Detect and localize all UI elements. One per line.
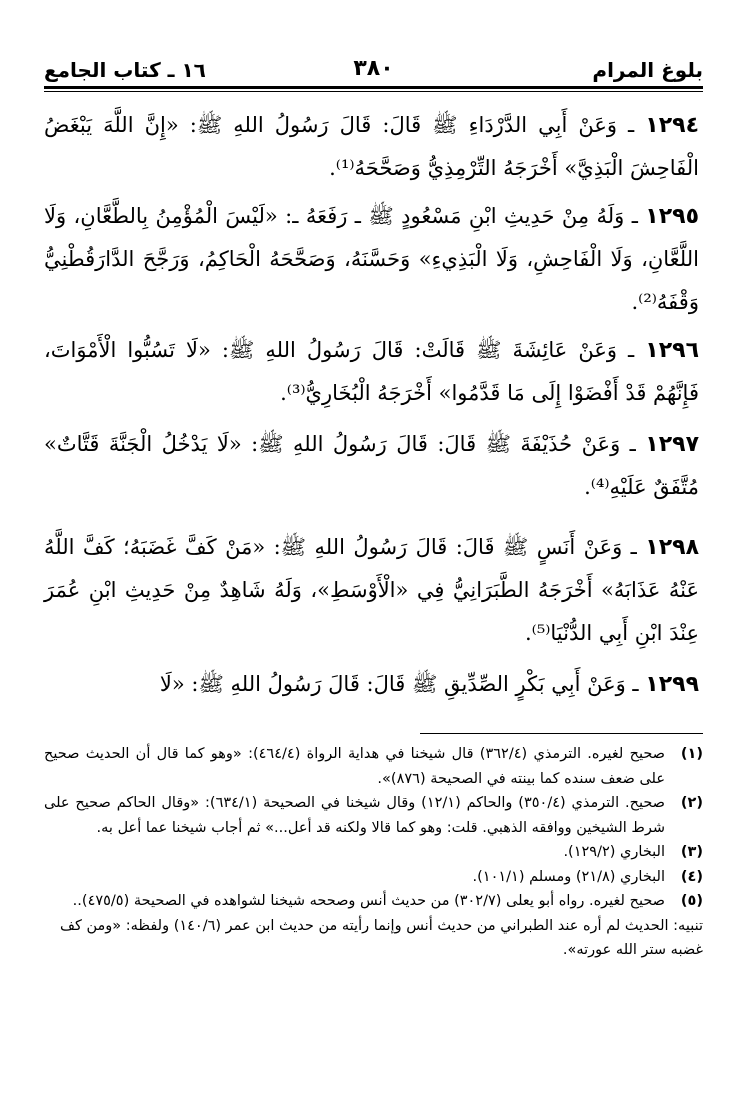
page-header — [44, 54, 703, 88]
hadith-paragraph — [44, 663, 699, 706]
header-rule — [44, 86, 703, 89]
footnote-text: صحيح. الترمذي (٣٥٠/٤) والحاكم (١٢/١) وقال شيخنا في الصحيحة (٦٣٤/١): «وقال الحاكم صحيح على شرط الشيخين ووافقه الذهبي. قلت: وهو كما قالا ولكنه قد أعل...» ثم أجاب شيخنا عما أعل به. — [44, 795, 665, 836]
hadith-paragraph — [44, 195, 699, 324]
footnote-text: صحيح لغيره. رواه أبو يعلى (٣٠٢/٧) من حديث أنس وصححه شيخنا لشواهده في الصحيحة (٤٧٥/٥).. — [72, 893, 665, 909]
hadith-number: ١٢٩٥ — [645, 204, 699, 229]
footnote-text: البخاري (٢١/٨) ومسلم (١٠١/١). — [472, 868, 665, 885]
hadith-number: ١٢٩٦ — [645, 338, 699, 363]
hadith-text: ـ وَلَهُ مِنْ حَدِيثِ ابْنِ مَسْعُودٍ ﷺ ـ رَفَعَهُ ـ: «لَيْسَ الْمُؤْمِنُ بِالطَّعَّانِ، وَلَا اللَّعَّانِ، وَلَا الْفَاحِشِ، وَلَا الْبَذِيءِ» وَحَسَّنَهُ، وَصَحَّحَهُ الْحَاكِمُ، وَرَجَّحَ الدَّارَقُطْنِيُّ وَقْفَهُ⁽²⁾. — [44, 204, 699, 314]
footnote-text: البخاري (١٢٩/٢). — [563, 844, 665, 860]
hadith-paragraph — [44, 423, 699, 509]
footnote-text: صحيح لغيره. الترمذي (٣٦٢/٤) قال شيخنا في هداية الرواة (٤٦٤/٤): «وهو كما قال أن الحديث صحيح على ضعف سنده كما بينته في الصحيحة (٨٧٦)». — [44, 746, 665, 787]
hadith-text: ـ وَعَنْ أَنَسٍ ﷺ قَالَ: قَالَ رَسُولُ اللهِ ﷺ: «مَنْ كَفَّ غَضَبَهُ؛ كَفَّ اللَّهُ عَنْهُ عَذَابَهُ» أَخْرَجَهُ الطَّبَرَانِيُّ فِي «الْأَوْسَطِ»، وَلَهُ شَاهِدٌ مِنْ حَدِيثِ ابْنِ عُمَرَ عِنْدَ ابْنِ أَبِي الدُّنْيَا⁽⁵⁾. — [44, 535, 699, 645]
book-title: بلوغ المرام — [592, 58, 703, 82]
page-number: ٣٨٠ — [353, 56, 394, 81]
footnotes — [44, 742, 703, 963]
footnote-mark: (٣) — [680, 844, 703, 860]
hadith-number: ١٢٩٧ — [645, 432, 699, 457]
hadith-text: ـ وَعَنْ أَبِي بَكْرٍ الصِّدِّيقِ ﷺ قَالَ: قَالَ رَسُولُ اللهِ ﷺ: «لَا — [159, 672, 639, 696]
footnote-mark: (٢) — [680, 795, 703, 811]
hadith-paragraph — [44, 329, 699, 415]
header-rule-thin — [44, 91, 703, 92]
footnote — [44, 742, 703, 791]
chapter-title: ١٦ ـ كتاب الجامع — [44, 58, 206, 82]
hadith-paragraph — [44, 526, 699, 655]
footnote-mark: (٥) — [680, 893, 703, 909]
hadith-text: ـ وَعَنْ أَبِي الدَّرْدَاءِ ﷺ قَالَ: قَالَ رَسُولُ اللهِ ﷺ: «إِنَّ اللَّهَ يَبْغَضُ الْفَاحِشَ الْبَذِيَّ» أَخْرَجَهُ التِّرْمِذِيُّ وَصَحَّحَهُ⁽¹⁾. — [44, 113, 699, 180]
hadith-text: ـ وَعَنْ حُذَيْفَةَ ﷺ قَالَ: قَالَ رَسُولُ اللهِ ﷺ: «لَا يَدْخُلُ الْجَنَّةَ قَتَّاتٌ» مُتَّفَقٌ عَلَيْهِ⁽⁴⁾. — [44, 432, 699, 499]
hadith-number: ١٢٩٤ — [645, 113, 699, 138]
hadith-number: ١٢٩٩ — [645, 672, 699, 697]
hadith-number: ١٢٩٨ — [645, 535, 699, 560]
footnote — [44, 840, 703, 865]
footnote-mark: (٤) — [680, 868, 703, 885]
footnote — [44, 865, 703, 890]
hadith-text: ـ وَعَنْ عَائِشَةَ ﷺ قَالَتْ: قَالَ رَسُولُ اللهِ ﷺ: «لَا تَسُبُّوا الْأَمْوَاتَ، فَإِنَّهُمْ قَدْ أَفْضَوْا إِلَى مَا قَدَّمُوا» أَخْرَجَهُ الْبُخَارِيُّ⁽³⁾. — [44, 338, 699, 405]
footnote — [44, 889, 703, 914]
footnote-mark: (١) — [680, 746, 703, 762]
hadith-paragraph — [44, 104, 699, 190]
footnote-separator — [420, 733, 703, 734]
footnote-note: تنبيه: الحديث لم أره عند الطبراني من حديث أنس وإنما رأيته من حديث ابن عمر (١٤٠/٦) ولفظه: «ومن كف غضبه ستر الله عورته». — [59, 917, 703, 958]
footnote — [44, 791, 703, 840]
